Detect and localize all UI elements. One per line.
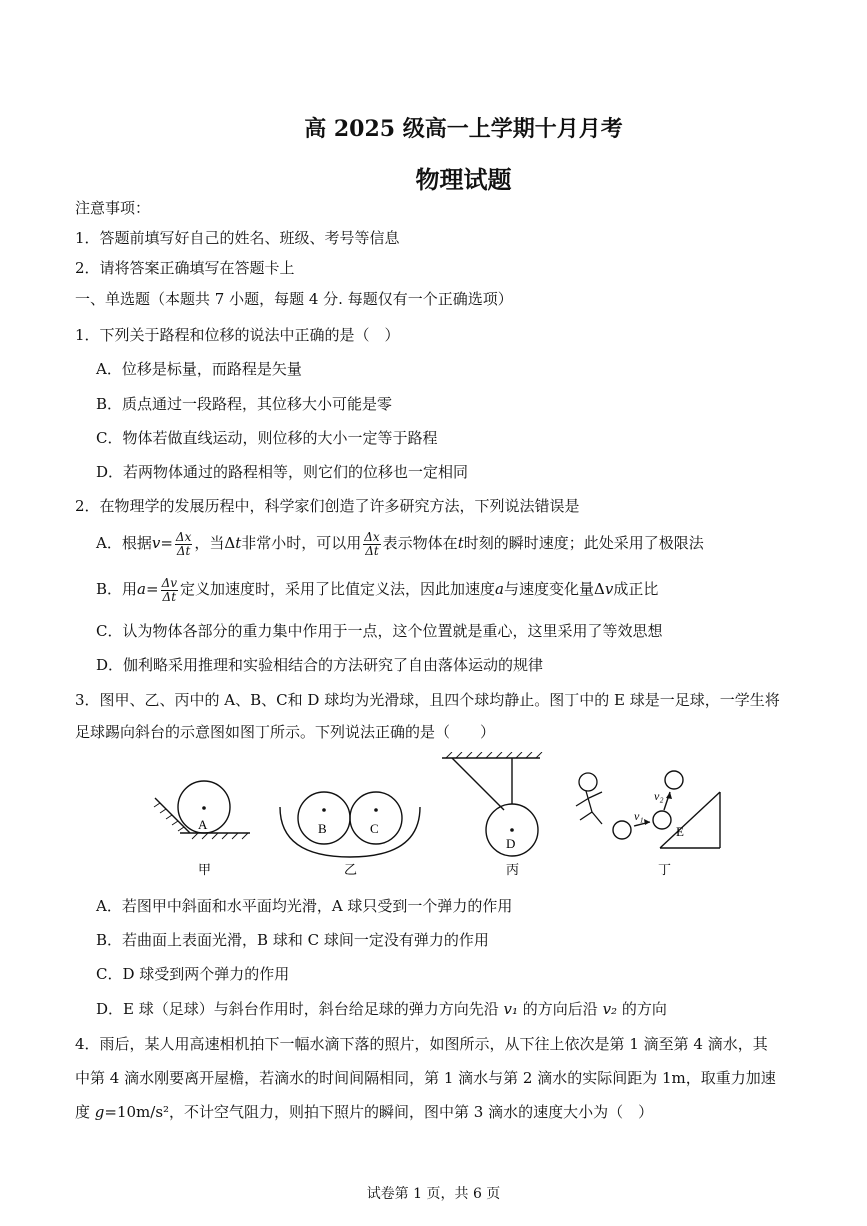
q1-option-c: C．物体若做直线运动，则位移的大小一定等于路程 xyxy=(96,429,438,447)
q3-figure xyxy=(140,752,740,882)
label-b: B xyxy=(318,821,327,836)
q2-option-a: A．根据v= $\frac{\Delta x}{\Delta t}$ ，当Δt非常小时，可以用 $\frac{\Delta x}{\Delta t}$ 表示物体在t时刻的瞬时速度；此处采用了极限法 xyxy=(96,529,704,558)
arrow-v1-head xyxy=(644,819,650,825)
q2-option-c: C．认为物体各部分的重力集中作用于一点，这个位置就是重心，这里采用了等效思想 xyxy=(96,622,663,640)
fraction-dx-dt: $\frac{\Delta x}{\Delta t}$ xyxy=(175,529,192,558)
section-heading: 一、单选题（本题共 7 小题，每题 4 分. 每题仅有一个正确选项） xyxy=(75,290,513,308)
student-head xyxy=(579,773,597,791)
figure-bing xyxy=(442,752,542,856)
label-v1: v₁ xyxy=(634,809,644,823)
q3-option-b: B．若曲面上表面光滑，B 球和 C 球间一定没有弹力的作用 xyxy=(96,931,489,949)
caption-jia: 甲 xyxy=(198,862,212,877)
caption-yi: 乙 xyxy=(344,862,358,877)
label-c: C xyxy=(370,821,379,836)
rope-left xyxy=(452,758,504,810)
q4-line-3: 度 g=10m/s²，不计空气阻力，则拍下照片的瞬间，图中第 3 滴水的速度大小为（ ） xyxy=(75,1103,654,1121)
fraction-dx-dt-2: $\frac{\Delta x}{\Delta t}$ xyxy=(364,529,380,558)
incline-line xyxy=(155,798,190,833)
q3-option-a: A．若图甲中斜面和水平面均光滑，A 球只受到一个弹力的作用 xyxy=(96,897,513,915)
figure-yi xyxy=(280,792,420,857)
exam-title: 高 2025 级高一上学期十月月考 xyxy=(304,116,623,142)
q1-stem: 1．下列关于路程和位移的说法中正确的是（ ） xyxy=(75,326,400,344)
q2-option-b: B．用a= $\frac{\Delta v}{\Delta t}$ 定义加速度时，采用了比值定义法，因此加速度a与速度变化量Δv成正比 xyxy=(96,575,659,604)
label-d: D xyxy=(506,836,516,851)
q3-option-c: C．D 球受到两个弹力的作用 xyxy=(96,965,290,983)
q4-line-2: 中第 4 滴水刚要离开屋檐，若滴水的时间间隔相同，第 1 滴水与第 2 滴水的实际间距为 1m，取重力加速 xyxy=(75,1069,776,1087)
ceiling-hatch xyxy=(446,752,542,758)
notice-item-2: 2．请将答案正确填写在答题卡上 xyxy=(75,259,295,277)
label-e: E xyxy=(676,824,684,839)
label-v2: v₂ xyxy=(654,789,664,803)
caption-bing: 丙 xyxy=(506,862,520,877)
ball-e xyxy=(653,811,671,829)
notice-heading: 注意事项： xyxy=(75,199,151,217)
ball-b xyxy=(298,792,350,844)
q1-option-a: A．位移是标量，而路程是矢量 xyxy=(96,360,302,378)
subject-title: 物理试题 xyxy=(415,165,512,194)
ball-c-center xyxy=(374,808,378,812)
page-footer: 试卷第 1 页，共 6 页 xyxy=(366,1186,501,1202)
q3-stem-line-1: 3．图甲、乙、丙中的 A、B、C和 D 球均为光滑球，且四个球均静止。图丁中的 E 球是一足球，一学生将 xyxy=(75,691,780,709)
q2-stem: 2．在物理学的发展历程中，科学家们创造了许多研究方法，下列说法错误是 xyxy=(75,497,580,515)
q1-option-d: D．若两物体通过的路程相等，则它们的位移也一定相同 xyxy=(96,463,469,481)
ball-c xyxy=(350,792,402,844)
ball-d-center xyxy=(510,828,514,832)
ball-kicked xyxy=(613,821,631,839)
ball-rebound xyxy=(665,771,683,789)
q1-option-b: B．质点通过一段路程，其位移大小可能是零 xyxy=(96,395,393,413)
fraction-dv-dt: $\frac{\Delta v}{\Delta t}$ xyxy=(161,575,178,604)
ball-b-center xyxy=(322,808,326,812)
ball-a-center xyxy=(202,806,206,810)
notice-item-1: 1．答题前填写好自己的姓名、班级、考号等信息 xyxy=(75,229,400,247)
caption-ding: 丁 xyxy=(658,862,672,877)
q3-option-d: D．E 球（足球）与斜台作用时，斜台给足球的弹力方向先沿 v₁ 的方向后沿 v₂ 的方向 xyxy=(96,1000,667,1018)
ramp-slope xyxy=(660,792,720,848)
q3-stem-line-2: 足球踢向斜台的示意图如图丁所示。下列说法正确的是（ ） xyxy=(75,723,496,741)
q2-option-d: D．伽利略采用推理和实验相结合的方法研究了自由落体运动的规律 xyxy=(96,656,544,674)
label-a: A xyxy=(198,817,208,832)
student-figure xyxy=(576,773,602,824)
q4-line-1: 4．雨后，某人用高速相机拍下一幅水滴下落的照片，如图所示，从下往上依次是第 1 滴至第 4 滴水，其 xyxy=(75,1035,768,1053)
figure-ding xyxy=(576,771,720,848)
